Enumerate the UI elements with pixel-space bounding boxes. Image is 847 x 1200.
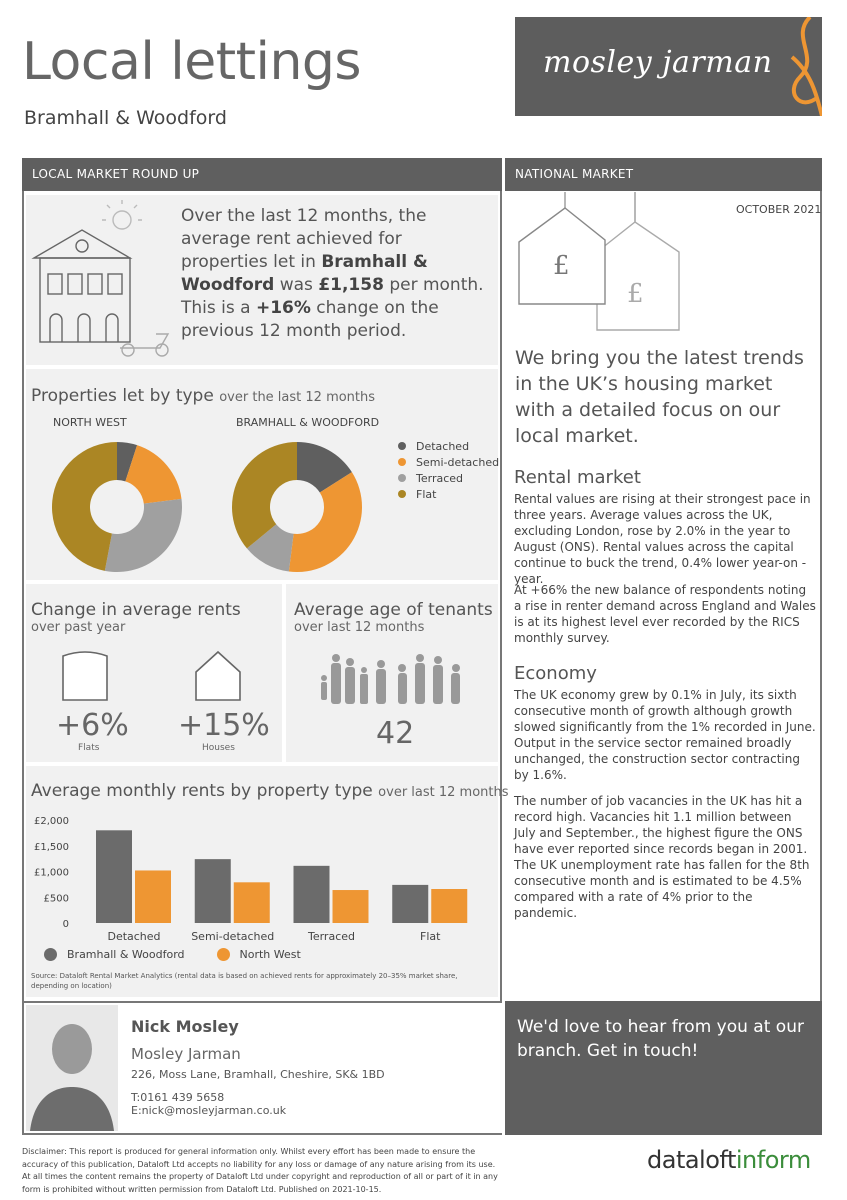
agent-company: Mosley Jarman — [131, 1045, 241, 1063]
legend-series-bramhall: Bramhall & Woodford — [67, 948, 185, 961]
y-tick-label: £500 — [43, 893, 69, 905]
bar-terraced-north-west — [333, 890, 369, 923]
legend-flat: Flat — [398, 486, 499, 502]
bar-legend — [44, 948, 301, 961]
ampersand-flourish-icon — [780, 17, 822, 116]
bar-detached-north-west — [135, 870, 171, 923]
donut-bramhall-label: BRAMHALL & WOODFORD — [236, 416, 380, 429]
bar-semi-detached-bramhall — [195, 859, 231, 923]
x-tick-label: Semi-detached — [191, 930, 275, 943]
x-tick-label: Terraced — [307, 930, 356, 943]
legend-dot-icon — [44, 948, 57, 961]
svg-text:£: £ — [627, 279, 644, 309]
change-rents-subtitle: over past year — [31, 620, 126, 635]
report-date: OCTOBER 2021 — [736, 203, 822, 216]
bar-terraced-bramhall — [294, 866, 330, 923]
brand-logo-text: mosley jarman — [543, 45, 773, 80]
rents-chart-title: Average monthly rents by property type over last 12 months — [31, 781, 509, 801]
page-subtitle: Bramhall & Woodford — [24, 107, 227, 129]
legend-dot-icon — [398, 474, 406, 482]
donut-north-west-label: NORTH WEST — [53, 416, 127, 429]
legend-series-north-west: North West — [239, 948, 301, 961]
legend-dot-icon — [398, 442, 406, 450]
intro-text: Over the last 12 months, the average rent achieved for properties let in Bramhall & Woodford was £1,158 per month. This is a +16% change on the previous 12 month period. — [181, 206, 484, 341]
economy-title: Economy — [514, 663, 597, 684]
bar-semi-detached-north-west — [234, 882, 270, 923]
agent-email[interactable]: E:nick@mosleyjarman.co.uk — [131, 1104, 287, 1117]
y-tick-label: 0 — [62, 919, 69, 930]
flats-change-label: Flats — [78, 743, 100, 753]
tenant-age-value: 42 — [376, 716, 415, 751]
houses-change-value: +15% — [178, 708, 270, 743]
rents-bar-chart — [26, 810, 498, 962]
bar-flat-bramhall — [392, 885, 428, 923]
legend-dot-icon — [217, 948, 230, 961]
local-market-bar: LOCAL MARKET ROUND UP — [22, 158, 502, 191]
economy-para-1: The UK economy grew by 0.1% in July, its sixth consecutive month of growth although growth slowed significantly from the 1% recorded in June. Output in the service sector remained broadly unchanged, the construction sector contracting by 1.6%. — [514, 688, 816, 782]
price-tags-icon — [515, 192, 685, 334]
legend-dot-icon — [398, 490, 406, 498]
bar-detached-bramhall — [96, 830, 132, 923]
legend-semi-detached: Semi-detached — [398, 454, 499, 470]
agent-photo — [26, 1005, 118, 1131]
page-title: Local lettings — [22, 32, 362, 92]
bar-flat-north-west — [431, 889, 467, 923]
donut-slice-terraced — [105, 499, 182, 572]
houses-change-label: Houses — [202, 743, 235, 753]
y-tick-label: £1,500 — [34, 841, 69, 853]
legend-detached: Detached — [398, 438, 499, 454]
people-group-icon — [314, 650, 470, 706]
tenant-age-title: Average age of tenants — [294, 600, 493, 620]
donut-chart-bramhall — [230, 440, 364, 574]
change-rents-title: Change in average rents — [31, 600, 241, 620]
rental-market-para-2: At +66% the new balance of respondents noting a rise in renter demand across England and Wales is at its highest level ever recorded by the RICS monthly survey. — [514, 583, 816, 645]
flat-building-icon — [60, 650, 110, 702]
contact-cta: We'd love to hear from you at our branch. Get in touch! — [505, 1001, 822, 1135]
house-scooter-icon — [30, 200, 175, 360]
agent-phone[interactable]: T:0161 439 5658 — [131, 1091, 225, 1104]
svg-text:£: £ — [553, 251, 570, 281]
tenant-age-subtitle: over last 12 months — [294, 620, 425, 635]
disclaimer: Disclaimer: This report is produced for general information only. Whilst every effort has been made to ensure the accuracy of this publication, Dataloft Ltd accepts no liability for any loss or damage of any nature arising from its use. At all times the content remains the property of Dataloft Ltd under copyright and reproduction of all or part of it in any form is prohibited without written permission from Dataloft Ltd. Published on 2021-10-15. — [22, 1147, 498, 1194]
x-tick-label: Flat — [420, 930, 441, 943]
y-tick-label: £1,000 — [34, 867, 69, 879]
economy-para-2: The number of job vacancies in the UK has hit a record high. Vacancies hit 1.1 million between July and September., the highest figure the ONS have ever reported since records began in 2001. The UK unemployment rate has fallen for the 8th consecutive month and is estimated to be 4.5% compared with a rate of 4% prior to the pandemic. — [514, 794, 810, 920]
rental-market-title: Rental market — [514, 467, 641, 488]
dataloft-logo: dataloftinform — [647, 1146, 811, 1174]
property-type-title: Properties let by type over the last 12 months — [31, 386, 376, 406]
legend-dot-icon — [398, 458, 406, 466]
agent-address: 226, Moss Lane, Bramhall, Cheshire, SK& 1BD — [131, 1068, 385, 1081]
legend-terraced: Terraced — [398, 470, 499, 486]
donut-chart-north-west — [50, 440, 184, 574]
donut-legend — [398, 438, 499, 502]
y-tick-label: £2,000 — [34, 816, 69, 827]
national-headline: We bring you the latest trends in the UK’s housing market with a detailed focus on our local market. — [515, 347, 804, 447]
rental-market-para-1: Rental values are rising at their strongest pace in three years. Average values across the UK, excluding London, rose by 2.0% in the year to August (ONS). Rental values across the capital continue to buck the trend, 0.4% lower year-on -year. — [514, 492, 811, 586]
x-tick-label: Detached — [107, 930, 161, 943]
rents-chart-source: Source: Dataloft Rental Market Analytics (rental data is based on achieved rents for approximately 20–35% market share, depending on location) — [31, 972, 458, 990]
flats-change-value: +6% — [56, 708, 129, 743]
national-market-bar: NATIONAL MARKET — [505, 158, 822, 191]
house-icon — [192, 650, 244, 702]
agent-name: Nick Mosley — [131, 1017, 239, 1036]
donut-slice-flat — [52, 442, 117, 571]
brand-logo — [515, 17, 822, 116]
